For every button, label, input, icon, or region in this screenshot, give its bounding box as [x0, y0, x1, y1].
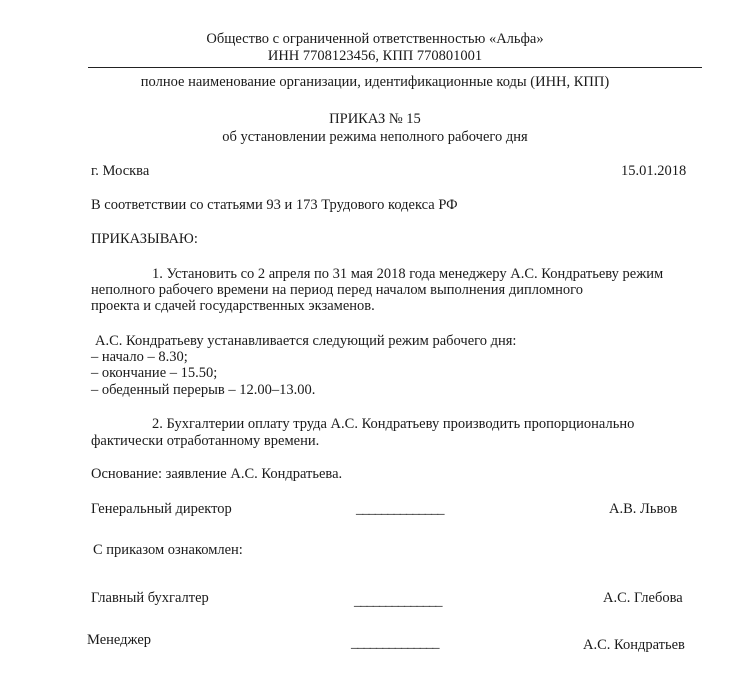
director-signature-line: ______________	[356, 501, 444, 517]
item2-line: 2. Бухгалтерии оплату труда А.С. Кондратьеву производить пропорционально	[152, 416, 635, 432]
order-subject: об установлении режима неполного рабочего дня	[222, 129, 528, 145]
grounds: Основание: заявление А.С. Кондратьева.	[91, 466, 343, 482]
item1-line: проекта и сдачей государственных экзаменов.	[91, 298, 375, 314]
order-number: ПРИКАЗ № 15	[329, 111, 421, 127]
director-title: Генеральный директор	[91, 501, 232, 517]
order-date: 15.01.2018	[621, 163, 687, 179]
schedule-intro: А.С. Кондратьеву устанавливается следующий режим рабочего дня:	[95, 333, 517, 349]
basis-intro: В соответствии со статьями 93 и 173 Трудового кодекса РФ	[91, 197, 458, 213]
item1-line: 1. Установить со 2 апреля по 31 мая 2018 года менеджеру А.С. Кондратьеву режим	[152, 266, 664, 282]
city: г. Москва	[91, 163, 150, 179]
header-caption: полное наименование организации, идентификационные коды (ИНН, КПП)	[140, 74, 610, 90]
director-name: А.В. Львов	[609, 501, 678, 517]
org-name: Общество с ограниченной ответственностью «Альфа»	[206, 31, 544, 47]
manager-name: А.С. Кондратьев	[583, 637, 685, 653]
order-word: ПРИКАЗЫВАЮ:	[91, 231, 198, 247]
item1-line: неполного рабочего времени на период перед началом выполнения дипломного	[91, 282, 583, 298]
accountant-title: Главный бухгалтер	[91, 590, 209, 606]
org-codes: ИНН 7708123456, КПП 770801001	[267, 48, 483, 64]
schedule-item: – начало – 8.30;	[91, 349, 188, 365]
acquainted-label: С приказом ознакомлен:	[93, 542, 243, 558]
schedule-item: – обеденный перерыв – 12.00–13.00.	[91, 382, 316, 398]
accountant-signature-line: ______________	[354, 593, 442, 609]
item2-line: фактически отработанному времени.	[91, 433, 320, 449]
header-divider	[88, 67, 702, 68]
schedule-item: – окончание – 15.50;	[91, 365, 218, 381]
manager-title: Менеджер	[87, 632, 152, 648]
manager-signature-line: ______________	[351, 635, 439, 651]
accountant-name: А.С. Глебова	[603, 590, 683, 606]
